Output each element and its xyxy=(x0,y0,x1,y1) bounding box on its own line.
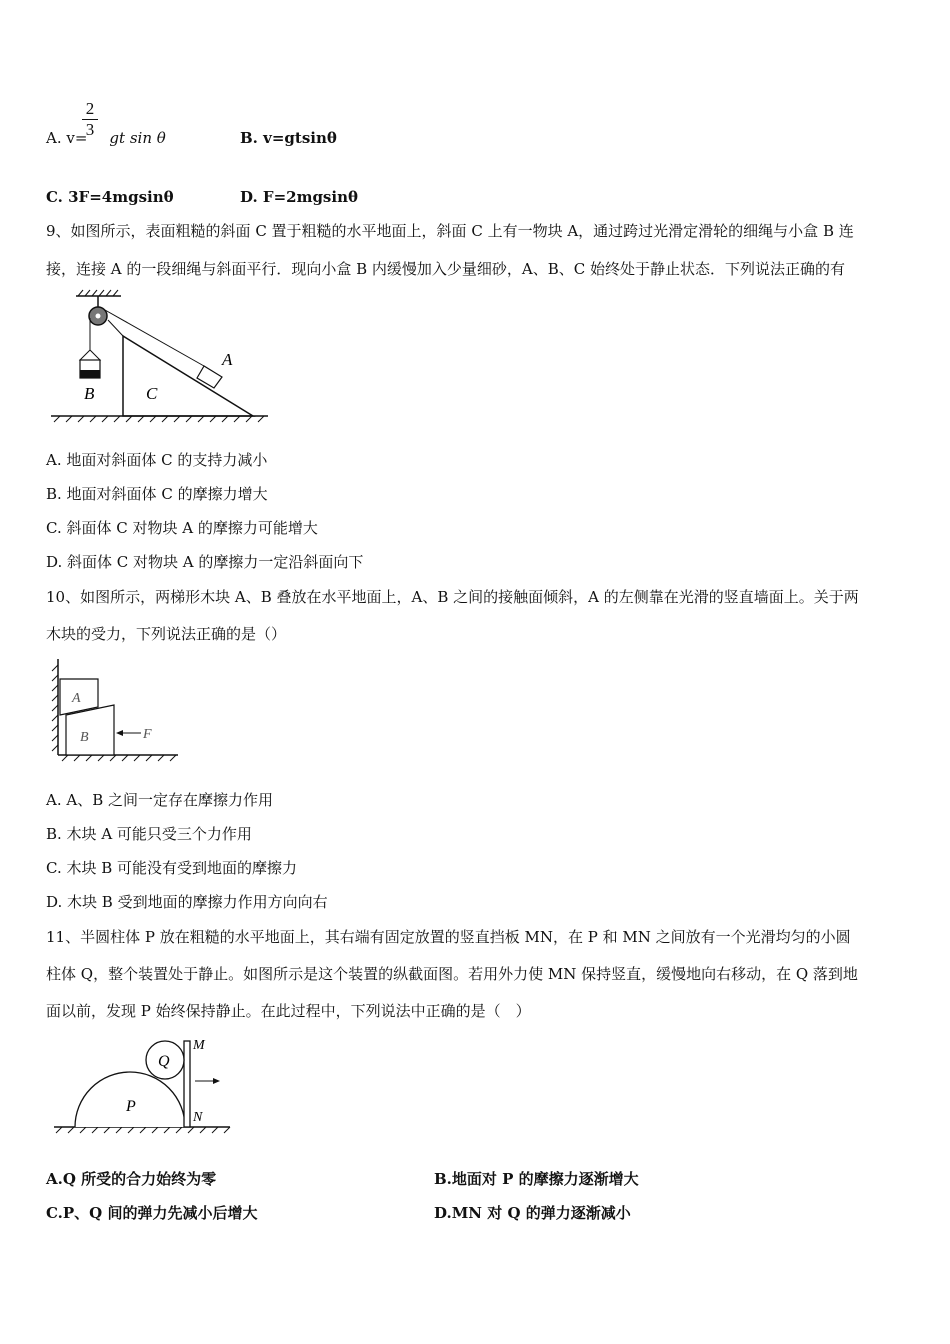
q9-option-c: C. 斜面体 C 对物块 A 的摩擦力可能增大 xyxy=(46,519,318,537)
q11-stem-line-2: 柱体 Q，整个装置处于静止。如图所示是这个装置的纵截面图。若用外力使 MN 保持竖直，缓慢地向右移动，在 Q 落到地 xyxy=(46,965,858,983)
q9-incline-pulley-figure xyxy=(46,288,276,423)
label-n: N xyxy=(193,1110,203,1125)
q10-option-b: B. 木块 A 可能只受三个力作用 xyxy=(46,825,252,843)
q11-option-d: D.MN 对 Q 的弹力逐渐减小 xyxy=(434,1204,631,1222)
label-c: C xyxy=(146,384,158,403)
q10-stem-line-1: 10、如图所示，两梯形木块 A、B 叠放在水平地面上，A、B 之间的接触面倾斜，A 的左侧靠在光滑的竖直墙面上。关于两 xyxy=(46,588,859,606)
q10-option-c: C. 木块 B 可能没有受到地面的摩擦力 xyxy=(46,859,298,877)
q8-option-d: D. F=2mgsinθ xyxy=(240,188,358,206)
q11-option-a: A.Q 所受的合力始终为零 xyxy=(46,1170,217,1188)
q11-option-c: C.P、Q 间的弹力先减小后增大 xyxy=(46,1204,258,1222)
q9-stem-line-2: 接，连接 A 的一段细绳与斜面平行．现向小盒 B 内缓慢加入少量细砂，A、B、C 始终处于静止状态．下列说法正确的有 xyxy=(46,260,846,278)
q11-half-cylinder-figure xyxy=(50,1035,240,1140)
label-b: B xyxy=(84,384,95,403)
q10-option-a: A. A、B 之间一定存在摩擦力作用 xyxy=(46,791,273,809)
label-f: F xyxy=(143,727,152,742)
q8-option-a-rest: gt sin θ xyxy=(109,129,166,147)
q8-option-a-fraction xyxy=(82,100,98,139)
q9-option-d: D. 斜面体 C 对物块 A 的摩擦力一定沿斜面向下 xyxy=(46,553,364,571)
label-q: Q xyxy=(158,1053,170,1070)
q11-option-b: B.地面对 P 的摩擦力逐渐增大 xyxy=(434,1170,639,1188)
q9-option-a: A. 地面对斜面体 C 的支持力减小 xyxy=(46,451,268,469)
q10-stem-line-2: 木块的受力，下列说法正确的是（） xyxy=(46,625,287,643)
label-a: A xyxy=(222,350,233,369)
q8-fraction-numerator: 2 xyxy=(85,99,95,118)
label-a: A xyxy=(72,691,81,706)
q11-stem-line-1: 11、半圆柱体 P 放在粗糙的水平地面上，其右端有固定放置的竖直挡板 MN，在 P 和 MN 之间放有一个光滑均匀的小圆 xyxy=(46,928,851,946)
plate-mn xyxy=(184,1041,190,1127)
q10-trapezoid-blocks-figure xyxy=(46,655,186,765)
q8-fraction-denominator: 3 xyxy=(85,120,95,139)
q8-option-c: C. 3F=4mgsinθ xyxy=(46,188,174,206)
label-b: B xyxy=(80,730,89,745)
label-m: M xyxy=(193,1038,205,1053)
q9-option-b: B. 地面对斜面体 C 的摩擦力增大 xyxy=(46,485,268,503)
q11-stem-line-3: 面以前，发现 P 始终保持静止。在此过程中，下列说法中正确的是（ ） xyxy=(46,1002,531,1020)
q8-option-b: B. v=gtsinθ xyxy=(240,129,337,147)
q10-option-d: D. 木块 B 受到地面的摩擦力作用方向向右 xyxy=(46,893,328,911)
q9-stem-line-1: 9、如图所示，表面粗糙的斜面 C 置于粗糙的水平地面上，斜面 C 上有一物块 A，通过跨过光滑定滑轮的细绳与小盒 B 连 xyxy=(46,222,854,240)
label-p: P xyxy=(126,1098,136,1115)
q8-option-a xyxy=(46,128,166,148)
incline-c xyxy=(123,336,253,416)
q8-option-a-prefix: A. v= xyxy=(46,129,88,147)
